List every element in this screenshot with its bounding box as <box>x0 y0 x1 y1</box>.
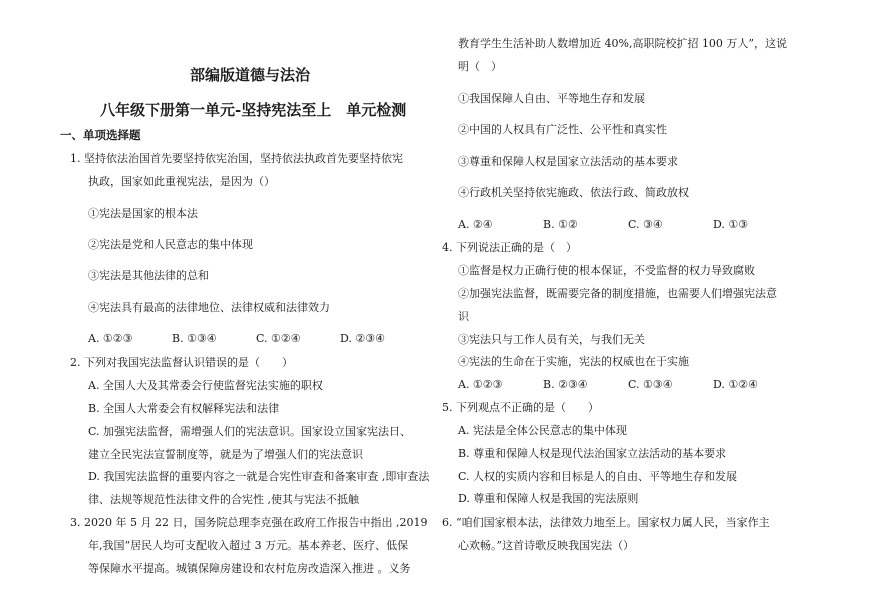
q4-option-a[interactable]: A. ①②③ <box>458 378 503 391</box>
q3-options <box>458 218 748 232</box>
q5-stem: 5. 下列观点不正确的是（ ） <box>442 401 599 414</box>
q4-option-b[interactable]: B. ②③④ <box>543 378 588 391</box>
q3-statement-1: ①我国保障人自由、平等地生存和发展 <box>458 92 645 105</box>
q5-option-d: D. 尊重和保障人权是我国的宪法原则 <box>458 492 639 505</box>
q2-option-c-line2: 建立全民宪法宣誓制度等，就是为了增强人们的宪法意识 <box>88 448 363 461</box>
q1-statement-1: ①宪法是国家的根本法 <box>88 207 198 220</box>
q1-statement-2: ②宪法是党和人民意志的集中体现 <box>88 238 253 251</box>
q2-option-d-line2: 律、法规等规范性法律文件的合宪性 ,使其与宪法不抵触 <box>88 493 359 506</box>
q4-statement-1: ①监督是权力正确行使的根本保证，不受监督的权力导致腐败 <box>458 264 755 277</box>
q3-option-a[interactable]: A. ②④ <box>458 218 493 231</box>
q3-stem-line1: 3. 2020 年 5 月 22 日，国务院总理李克强在政府工作报告中指出 ,2019 <box>70 516 428 529</box>
q1-option-c[interactable]: C. ①②④ <box>256 332 301 345</box>
q3-option-c[interactable]: C. ③④ <box>628 218 663 231</box>
q4-options <box>458 378 758 392</box>
q5-option-b: B. 尊重和保障人权是现代法治国家立法活动的基本要求 <box>458 447 727 460</box>
q4-statement-2-line1: ②加强宪法监督，既需要完备的制度措施，也需要人们增强宪法意 <box>458 287 777 300</box>
q2-option-a: A. 全国人大及其常委会行使监督宪法实施的职权 <box>88 379 323 392</box>
q1-statement-3: ③宪法是其他法律的总和 <box>88 269 209 282</box>
title-unit: 八年级下册第一单元-坚持宪法至上 单元检测 <box>100 101 407 119</box>
q2-stem: 2. 下列对我国宪法监督认识错误的是（ ） <box>70 356 293 369</box>
q3-stem-line5: 明（ ） <box>458 60 502 73</box>
q6-stem-line2: 心欢畅。”这首诗歌反映我国宪法（） <box>458 539 635 552</box>
q2-option-d-line1: D. 我国宪法监督的重要内容之一就是合宪性审查和备案审查 ,即审查法 <box>88 470 430 483</box>
q4-option-d[interactable]: D. ①②④ <box>713 378 759 391</box>
q1-option-b[interactable]: B. ①③④ <box>172 332 217 345</box>
title-subject: 部编版道德与法治 <box>190 66 311 84</box>
q3-option-d[interactable]: D. ①③ <box>713 218 749 231</box>
q1-statement-4: ④宪法具有最高的法律地位、法律权威和法律效力 <box>88 301 330 314</box>
q5-option-c: C. 人权的实质内容和目标是人的自由、平等地生存和发展 <box>458 470 738 483</box>
q1-options <box>88 332 385 346</box>
q1-option-a[interactable]: A. ①②③ <box>88 332 133 345</box>
q4-option-c[interactable]: C. ①③④ <box>628 378 673 391</box>
q5-option-a: A. 宪法是全体公民意志的集中体现 <box>458 424 627 437</box>
q3-option-b[interactable]: B. ①② <box>543 218 578 231</box>
q3-stem-line3: 等保障水平提高。城镇保障房建设和农村危房改造深入推进 。义务 <box>88 562 411 575</box>
q1-stem-line2: 执政，国家如此重视宪法，是因为（） <box>88 175 275 188</box>
q1-stem-line1: 1. 坚持依法治国首先要坚持依宪治国，坚持依法执政首先要坚持依宪 <box>70 152 403 165</box>
q2-option-c-line1: C. 加强宪法监督，需增强人们的宪法意识。国家设立国家宪法日、 <box>88 425 412 438</box>
q6-stem-line1: 6. “咱们国家根本法，法律效力地至上。国家权力属人民，当家作主 <box>442 516 770 529</box>
q4-statement-4: ④宪法的生命在于实施，宪法的权威也在于实施 <box>458 355 689 368</box>
q3-statement-2: ②中国的人权具有广泛性、公平性和真实性 <box>458 123 667 136</box>
q3-stem-line4: 教育学生生活补助人数增加近 40%,高职院校扩招 100 万人”，这说 <box>458 37 788 50</box>
section-heading: 一、单项选择题 <box>60 128 141 142</box>
q4-statement-3: ③宪法只与工作人员有关，与我们无关 <box>458 333 645 346</box>
q2-option-b: B. 全国人大常委会有权解释宪法和法律 <box>88 402 280 415</box>
q4-stem: 4. 下列说法正确的是（ ） <box>442 241 577 254</box>
q3-stem-line2: 年,我国“居民人均可支配收入超过 3 万元。基本养老、医疗、低保 <box>88 539 409 552</box>
right-column <box>442 0 840 616</box>
q3-statement-4: ④行政机关坚持依宪施政、依法行政、简政放权 <box>458 186 689 199</box>
q4-statement-2-line2: 识 <box>458 310 469 323</box>
q3-statement-3: ③尊重和保障人权是国家立法活动的基本要求 <box>458 155 678 168</box>
left-column <box>60 0 432 616</box>
q1-option-d[interactable]: D. ②③④ <box>340 332 386 345</box>
